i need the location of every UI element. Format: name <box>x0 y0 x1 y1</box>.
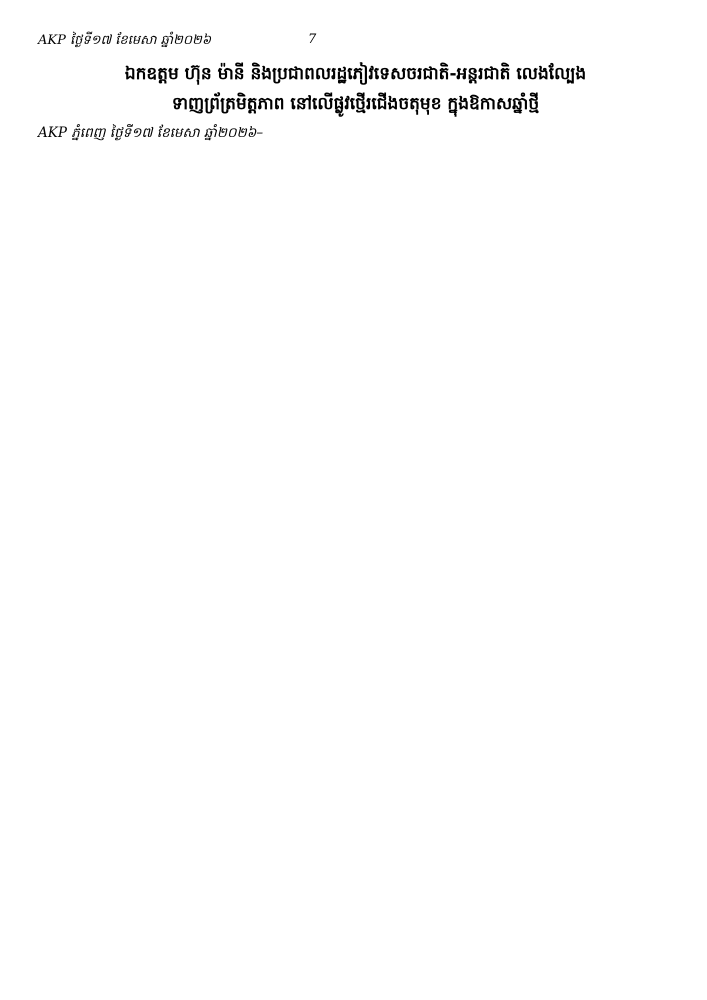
running-header <box>38 32 673 54</box>
page-number: 7 <box>308 32 317 47</box>
header-source-date: AKP ថ្ងៃទី១៧ ខែមេសា ឆ្នាំ២០២៦ <box>38 33 212 48</box>
headline-line-2: ទាញព្រ័ត្រមិត្តភាព នៅលើផ្លូវថ្មើរជើងចតុមុខ ក្នុងឱកាសឆ្នាំថ្មី <box>171 94 540 114</box>
headline-line-1: ឯកឧត្តម ហ៊ុន ម៉ានី និងប្រជាពលរដ្ឋភៀវទេសចរជាតិ-អន្តរជាតិ លេងល្បែង <box>124 64 587 84</box>
article2-dateline: AKP ភ្នំពេញ ថ្ងៃទី១៧ ខែមេសា ឆ្នាំ២០២៦– <box>38 125 264 141</box>
article-hun-many-tug-of-war <box>38 60 673 144</box>
